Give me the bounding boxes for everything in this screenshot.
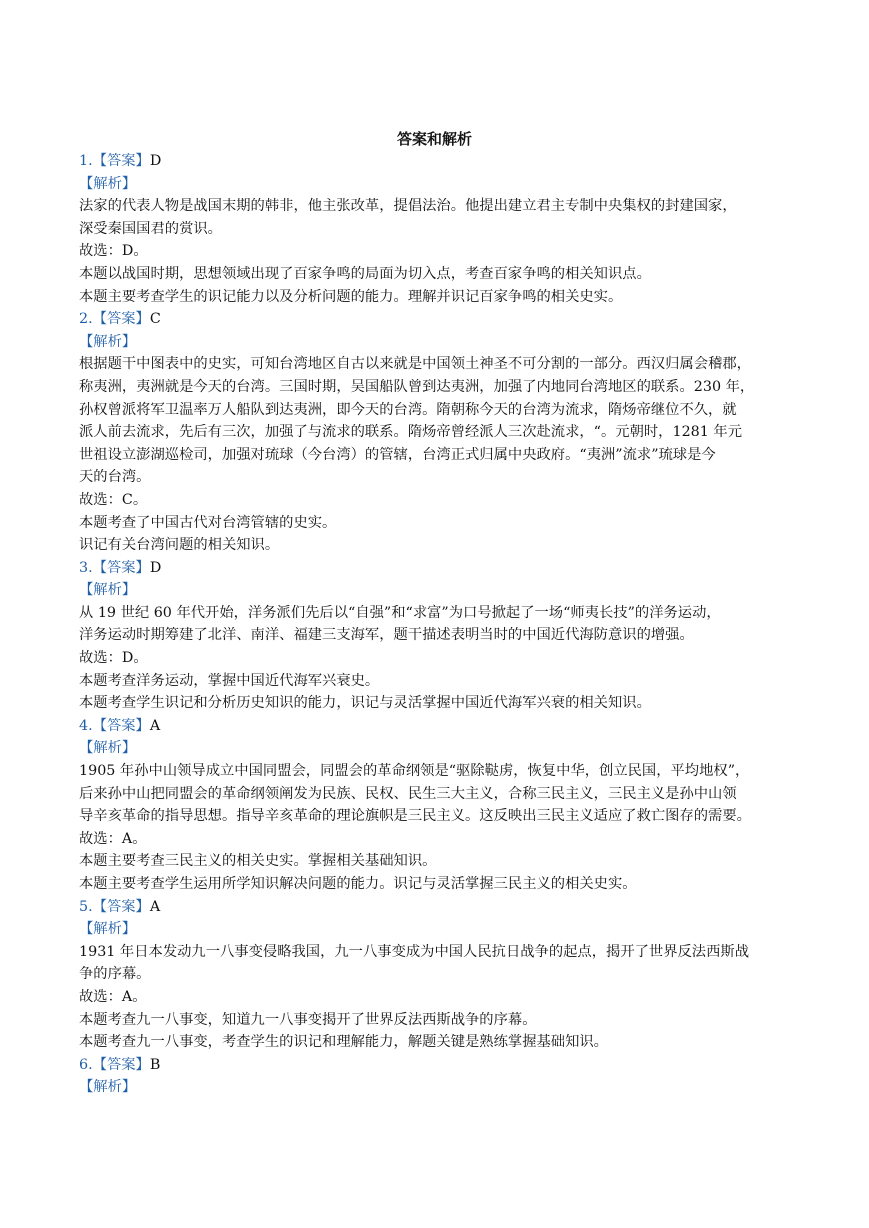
analysis-text-line: 故选：C。 (79, 491, 148, 508)
analysis-text-line: 争的序幕。 (79, 966, 151, 983)
answer-letter: A (149, 717, 161, 734)
analysis-text-line: 本题考查学生识记和分析历史知识的能力，识记与灵活掌握中国近代海军兴衰的相关知识。 (79, 695, 651, 712)
analysis-text-line: 世祖设立澎湖巡检司，加强对琉球（今台湾）的管辖，台湾正式归属中央政府。“夷洲”流求”琉球是今 (79, 446, 716, 463)
answer-letter: D (149, 153, 162, 169)
analysis-text-line: 本题考查九一八事变，考查学生的识记和理解能力，解题关键是熟练掌握基础知识。 (79, 1034, 608, 1051)
analysis-text-line: 孙权曾派将军卫温率万人船队到达夷洲，即今天的台湾。隋朝称今天的台湾为流求，隋炀帝继位不久，就 (79, 401, 737, 418)
analysis-text-line: 本题考查了中国古代对台湾管辖的史实。 (79, 514, 337, 531)
analysis-text-line: 1905 年孙中山领导成立中国同盟会，同盟会的革命纲领是“驱除鞑虏，恢复中华，创立民国，平均地权”， (79, 763, 750, 780)
analysis-text-line: 识记有关台湾问题的相关知识。 (79, 537, 280, 554)
question-number: 1. (79, 153, 93, 169)
answer-tag: 【答案】 (92, 717, 150, 734)
analysis-text-line: 称夷洲，夷洲就是今天的台湾。三国时期，吴国船队曾到达夷洲，加强了内地同台湾地区的联系。230 年， (79, 378, 755, 395)
analysis-tag: 【解析】 (79, 1079, 137, 1096)
analysis-text-line: 本题考查九一八事变，知道九一八事变揭开了世界反法西斯战争的序幕。 (79, 1011, 537, 1028)
answer-letter: C (149, 311, 161, 328)
analysis-text-line: 后来孙中山把同盟会的革命纲领阐发为民族、民权、民生三大主义，合称三民主义，三民主义是孙中山领 (79, 785, 737, 802)
answer-tag: 【答案】 (92, 1056, 150, 1073)
answer-tag: 【答案】 (92, 559, 150, 576)
answer-tag: 【答案】 (92, 311, 150, 328)
answer-content (79, 150, 795, 1099)
answer-letter: A (149, 898, 161, 915)
analysis-tag: 【解析】 (79, 175, 137, 192)
analysis-text-line: 本题以战国时期，思想领域出现了百家争鸣的局面为切入点，考查百家争鸣的相关知识点。 (79, 265, 651, 282)
analysis-text-line: 法家的代表人物是战国末期的韩非，他主张改革，提倡法治。他提出建立君主专制中央集权的封建国家， (79, 198, 737, 215)
analysis-tag: 【解析】 (79, 582, 137, 599)
analysis-text-line: 天的台湾。 (79, 469, 151, 486)
analysis-text-line: 本题考查洋务运动，掌握中国近代海军兴衰史。 (79, 672, 380, 689)
analysis-text-line: 本题主要考查学生的识记能力以及分析问题的能力。理解并识记百家争鸣的相关史实。 (79, 288, 623, 305)
analysis-text-line: 故选：A。 (79, 988, 147, 1005)
analysis-text-line: 洋务运动时期筹建了北洋、南洋、福建三支海军，题干描述表明当时的中国近代海防意识的增强。 (79, 627, 694, 644)
analysis-text-line: 1931 年日本发动九一八事变侵略我国，九一八事变成为中国人民抗日战争的起点，揭开了世界反法西斯战 (79, 943, 749, 960)
question-answer-line (79, 896, 795, 919)
analysis-text-line: 导辛亥革命的指导思想。指导辛亥革命的理论旗帜是三民主义。这反映出三民主义适应了救亡图存的需要。 (79, 808, 751, 825)
question-answer-line (79, 150, 795, 173)
answer-letter: B (149, 1056, 161, 1073)
question-number: 2. (79, 311, 93, 328)
analysis-tag: 【解析】 (79, 333, 137, 350)
analysis-text-line: 从 19 世纪 60 年代开始，洋务派们先后以“自强”和“求富”为口号掀起了一场“师夷长技”的洋务运动， (79, 604, 721, 621)
question-number: 4. (79, 717, 93, 734)
analysis-text-line: 本题主要考查三民主义的相关史实。掌握相关基础知识。 (79, 853, 437, 870)
question-answer-line (79, 1054, 795, 1077)
analysis-text-line: 深受秦国国君的赏识。 (79, 220, 222, 237)
question-answer-line (79, 557, 795, 580)
analysis-text-line: 本题主要考查学生运用所学知识解决问题的能力。识记与灵活掌握三民主义的相关史实。 (79, 876, 637, 892)
question-answer-line (79, 715, 795, 738)
analysis-text-line: 故选：D。 (79, 243, 148, 260)
analysis-text-line: 故选：D。 (79, 650, 148, 667)
answer-letter: D (149, 559, 162, 576)
analysis-text-line: 根据题干中图表中的史实，可知台湾地区自古以来就是中国领土神圣不可分割的一部分。西汉归属会稽郡， (79, 356, 751, 373)
analysis-text-line: 故选：A。 (79, 830, 147, 847)
question-number: 3. (79, 559, 93, 576)
answer-tag: 【答案】 (92, 898, 150, 915)
analysis-text-line: 派人前去流求，先后有三次，加强了与流求的联系。隋炀帝曾经派人三次赴流求，“。元朝时，1281 年元 (79, 424, 742, 441)
analysis-tag: 【解析】 (79, 740, 137, 757)
question-number: 5. (79, 898, 93, 915)
analysis-tag: 【解析】 (79, 921, 137, 938)
question-number: 6. (79, 1056, 93, 1073)
question-answer-line (79, 308, 795, 331)
answer-tag: 【答案】 (92, 153, 150, 169)
page-title: 答案和解析 (396, 130, 472, 148)
